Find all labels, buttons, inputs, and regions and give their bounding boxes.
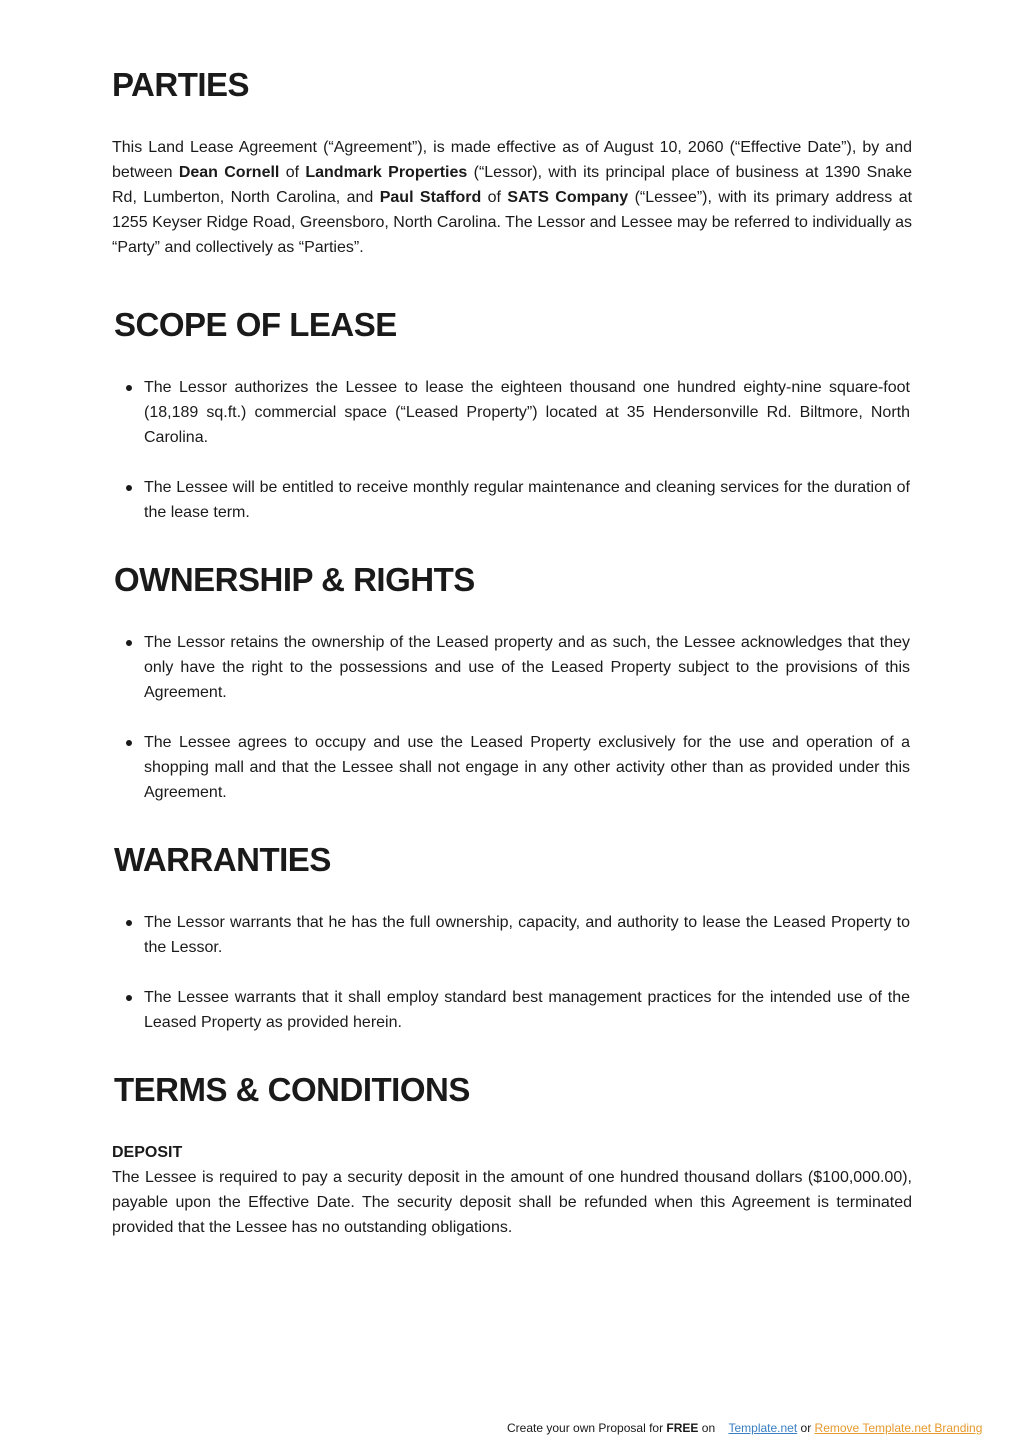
lessee-name: Paul Stafford: [379, 189, 482, 206]
parties-text-2: (“Lessor), with its principal place of business at 1390 Snake Rd, Lumberton, North Carolina, and: [112, 164, 913, 206]
list-item: The Lessor retains the ownership of the Leased property and as such, the Lessee acknowledges that they only have the right to the possessions and use of the Leased Property subject to the provisions of this Agreement.: [112, 630, 910, 705]
parties-of-1: of: [279, 164, 306, 181]
deposit-heading: DEPOSIT: [112, 1144, 183, 1161]
warranties-list: [112, 910, 910, 1060]
list-item: The Lessee will be entitled to receive monthly regular maintenance and cleaning services for the duration of the lease term.: [112, 475, 910, 525]
list-item: The Lessor warrants that he has the full ownership, capacity, and authority to lease the Leased Property to the Lessor.: [112, 910, 910, 960]
ownership-list: [112, 630, 910, 830]
list-item: The Lessor authorizes the Lessee to lease the eighteen thousand one hundred eighty-nine square-foot (18,189 sq.ft.) commercial space (“Leased Property”) located at 35 Hendersonville Rd. Biltmore, North Carolina.: [112, 375, 910, 450]
template-net-link[interactable]: Template.net: [728, 1421, 798, 1435]
lessee-company: SATS Company: [507, 189, 629, 206]
parties-paragraph: [112, 135, 912, 260]
parties-text-1: This Land Lease Agreement (“Agreement”), is made effective as of August 10, 2060 (“Effective Date”), by and between: [112, 139, 912, 181]
footer-branding: [507, 1419, 982, 1437]
terms-title: TERMS & CONDITIONS: [114, 1071, 470, 1108]
footer-or: or: [797, 1421, 815, 1435]
ownership-title: OWNERSHIP & RIGHTS: [114, 561, 475, 598]
footer-on: on: [698, 1421, 719, 1435]
deposit-paragraph: The Lessee is required to pay a security deposit in the amount of one hundred thousand dollars ($100,000.00), payable upon the Effective Date. The security deposit shall be refunded when this Agreement is terminated provided that the Lessee has no outstanding obligations.: [112, 1169, 912, 1236]
lessor-company: Landmark Properties: [305, 164, 468, 181]
scope-title: SCOPE OF LEASE: [114, 306, 397, 343]
scope-list: [112, 375, 910, 550]
parties-title: PARTIES: [112, 66, 250, 103]
list-item: The Lessee agrees to occupy and use the Leased Property exclusively for the use and operation of a shopping mall and that the Lessee shall not engage in any other activity other than as provided under this Agreement.: [112, 730, 910, 805]
footer-prefix: Create your own Proposal for: [507, 1421, 667, 1435]
warranties-title: WARRANTIES: [114, 841, 331, 878]
list-item: The Lessee warrants that it shall employ standard best management practices for the intended use of the Leased Property as provided herein.: [112, 985, 910, 1035]
remove-branding-link[interactable]: Remove Template.net Branding: [814, 1421, 983, 1435]
footer-free: FREE: [666, 1421, 699, 1435]
lessor-name: Dean Cornell: [178, 164, 280, 181]
parties-text-3: (“Lessee”), with its primary address at 1255 Keyser Ridge Road, Greensboro, North Carolina. The Lessor and Lessee may be referred to individually as “Party” and collectively as “Parties”.: [112, 189, 913, 256]
parties-of-2: of: [481, 189, 508, 206]
